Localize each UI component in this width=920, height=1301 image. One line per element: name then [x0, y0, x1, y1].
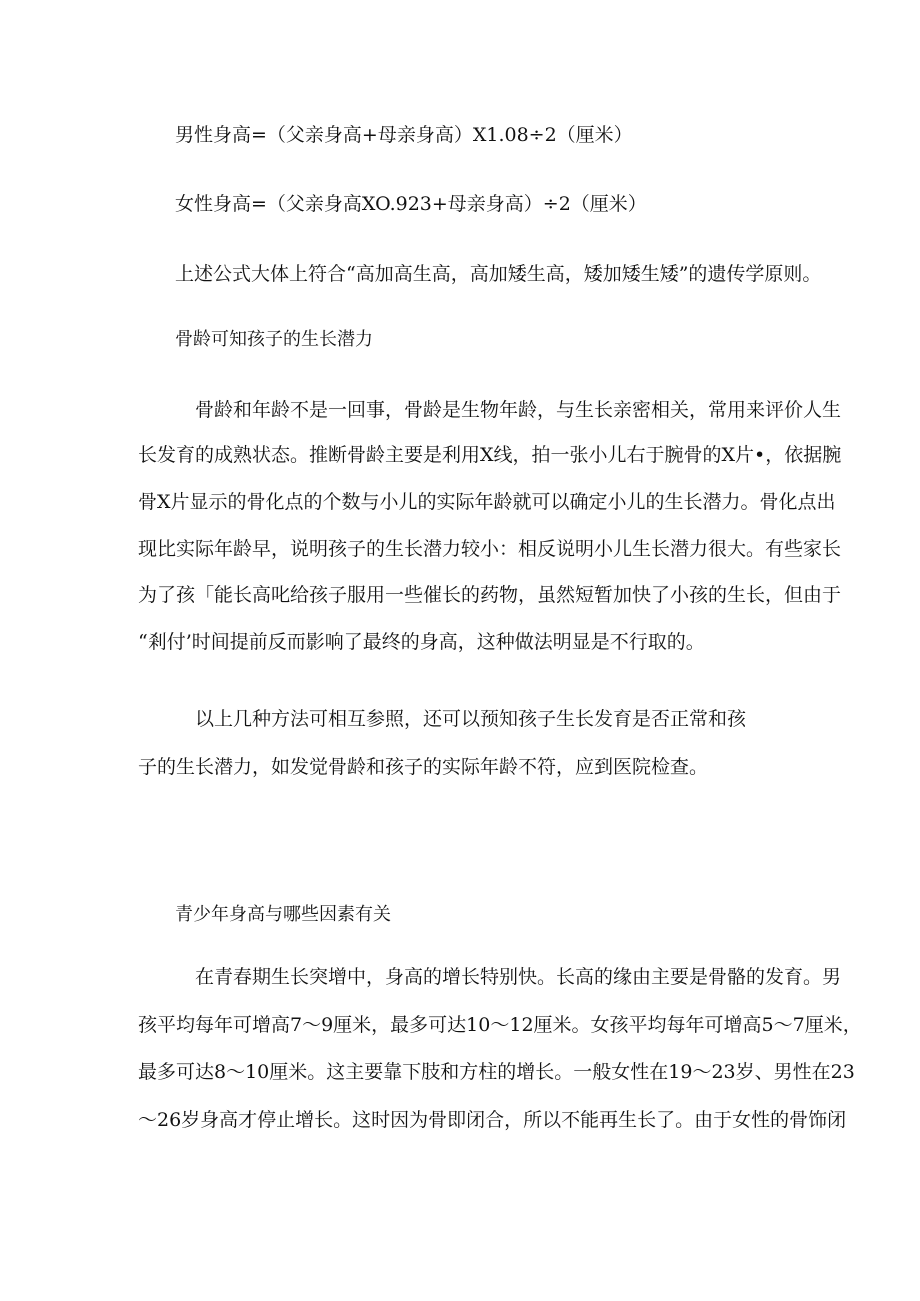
paragraph-line: 骨龄和年龄不是一回事，骨龄是生物年龄，与生长亲密相关，常用来评价人生 — [195, 399, 842, 421]
male-height-formula: 男性身高=（父亲身高+母亲身高）X1.08÷2（厘米） — [175, 124, 633, 146]
paragraph-line: 以上几种方法可相互参照，还可以预知孩子生长发育是否正常和孩 — [195, 708, 747, 730]
paragraph-line: 长发育的成熟状态。推断骨龄主要是利用X线，拍一张小儿右于腕骨的X片•，依据腕 — [138, 444, 842, 466]
paragraph-line: 为了孩「能长高叱给孩子服用一些催长的药物，虽然短暂加快了小孩的生长，但由于 — [138, 584, 842, 606]
paragraph-line: 孩平均每年可增高7～9厘米，最多可达10～12厘米。女孩平均每年可增高5～7厘米， — [138, 1014, 862, 1036]
paragraph-line: “剎付’时间提前反而影响了最终的身高，这种做法明显是不行取的。 — [138, 631, 705, 653]
paragraph-line: 最多可达8～10厘米。这主要靠下肢和方柱的增长。一般女性在19～23岁、男性在23 — [138, 1061, 855, 1083]
female-height-formula: 女性身高=（父亲身高XO.923+母亲身高）÷2（厘米） — [175, 193, 647, 215]
paragraph-line: 在青春期生长突增中，身高的增长特别快。长高的缘由主要是骨骼的发育。男 — [195, 966, 842, 988]
paragraph-line: 现比实际年龄早，说明孩子的生长潜力较小：相反说明小儿生长潜力很大。有些家长 — [138, 538, 842, 560]
genetics-summary: 上述公式大体上符合“高加高生高，高加矮生高，矮加矮生矮”的遗传学原则。 — [175, 263, 822, 285]
height-factors-heading: 青少年身高与哪些因素有关 — [175, 904, 391, 925]
paragraph-line: ～26岁身高才停止增长。这时因为骨即闭合，所以不能再生长了。由于女性的骨饰闭 — [138, 1109, 847, 1131]
paragraph-line: 子的生长潜力，如发觉骨龄和孩子的实际年龄不符，应到医院检查。 — [138, 756, 709, 778]
paragraph-line: 骨X片显示的骨化点的个数与小儿的实际年龄就可以确定小儿的生长潜力。骨化点出 — [138, 491, 836, 513]
bone-age-heading: 骨龄可知孩子的生长潜力 — [175, 329, 373, 350]
